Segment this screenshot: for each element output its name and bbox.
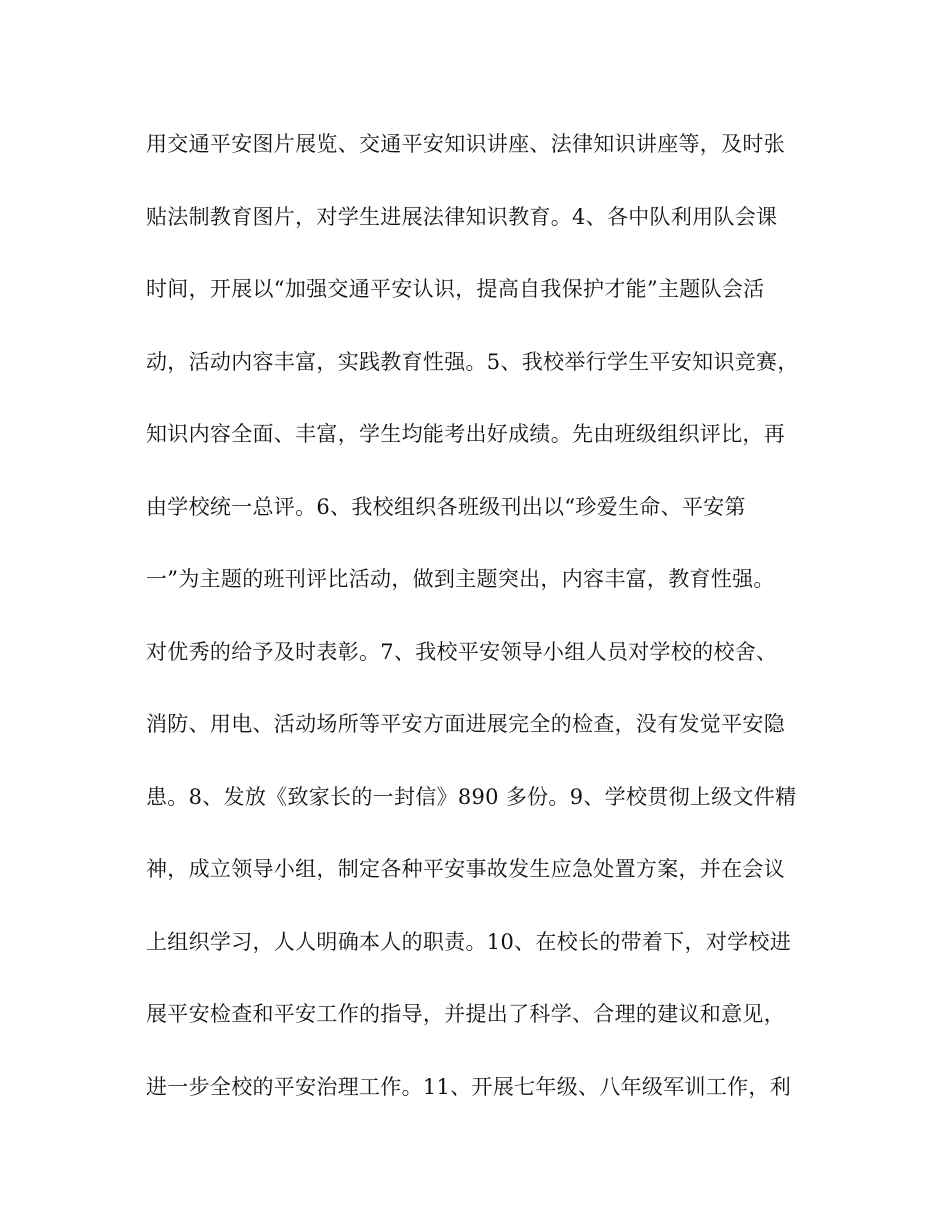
text-line: 进一步全校的平安治理工作。11、开展七年级、八年级军训工作，利 — [146, 1074, 792, 1099]
text-line: 动，活动内容丰富，实践教育性强。5、我校举行学生平安知识竞赛， — [146, 349, 799, 374]
text-line: 用交通平安图片展览、交通平安知识讲座、法律知识讲座等，及时张 — [146, 132, 785, 156]
text-line: 消防、用电、活动场所等平安方面进展完全的检查，没有发觉平安隐 — [146, 712, 785, 736]
text-line: 神，成立领导小组，制定各种平安事故发生应急处置方案，并在会议 — [146, 857, 785, 881]
text-line: 展平安检查和平安工作的指导，并提出了科学、合理的建议和意见， — [146, 1002, 785, 1026]
body-text — [146, 126, 806, 1141]
text-line: 时间，开展以“加强交通平安认识，提高自我保护才能”主题队会活 — [146, 277, 765, 301]
text-line: 由学校统一总评。6、我校组织各班级刊出以“珍爱生命、平安第 — [146, 494, 746, 519]
text-line: 对优秀的给予及时表彰。7、我校平安领导小组人员对学校的校舍、 — [146, 639, 778, 664]
text-line: 知识内容全面、丰富，学生均能考出好成绩。先由班级组织评比，再 — [146, 422, 785, 446]
text-line: 上组织学习，人人明确本人的职责。10、在校长的带着下，对学校进 — [146, 929, 792, 954]
text-line: 贴法制教育图片，对学生进展法律知识教育。4、各中队利用队会课 — [146, 204, 778, 229]
text-line: 患。8、发放《致家长的一封信》890 多份。9、学校贯彻上级文件精 — [146, 784, 797, 809]
text-line: 一”为主题的班刊评比活动，做到主题突出，内容丰富，教育性强。 — [146, 567, 775, 591]
